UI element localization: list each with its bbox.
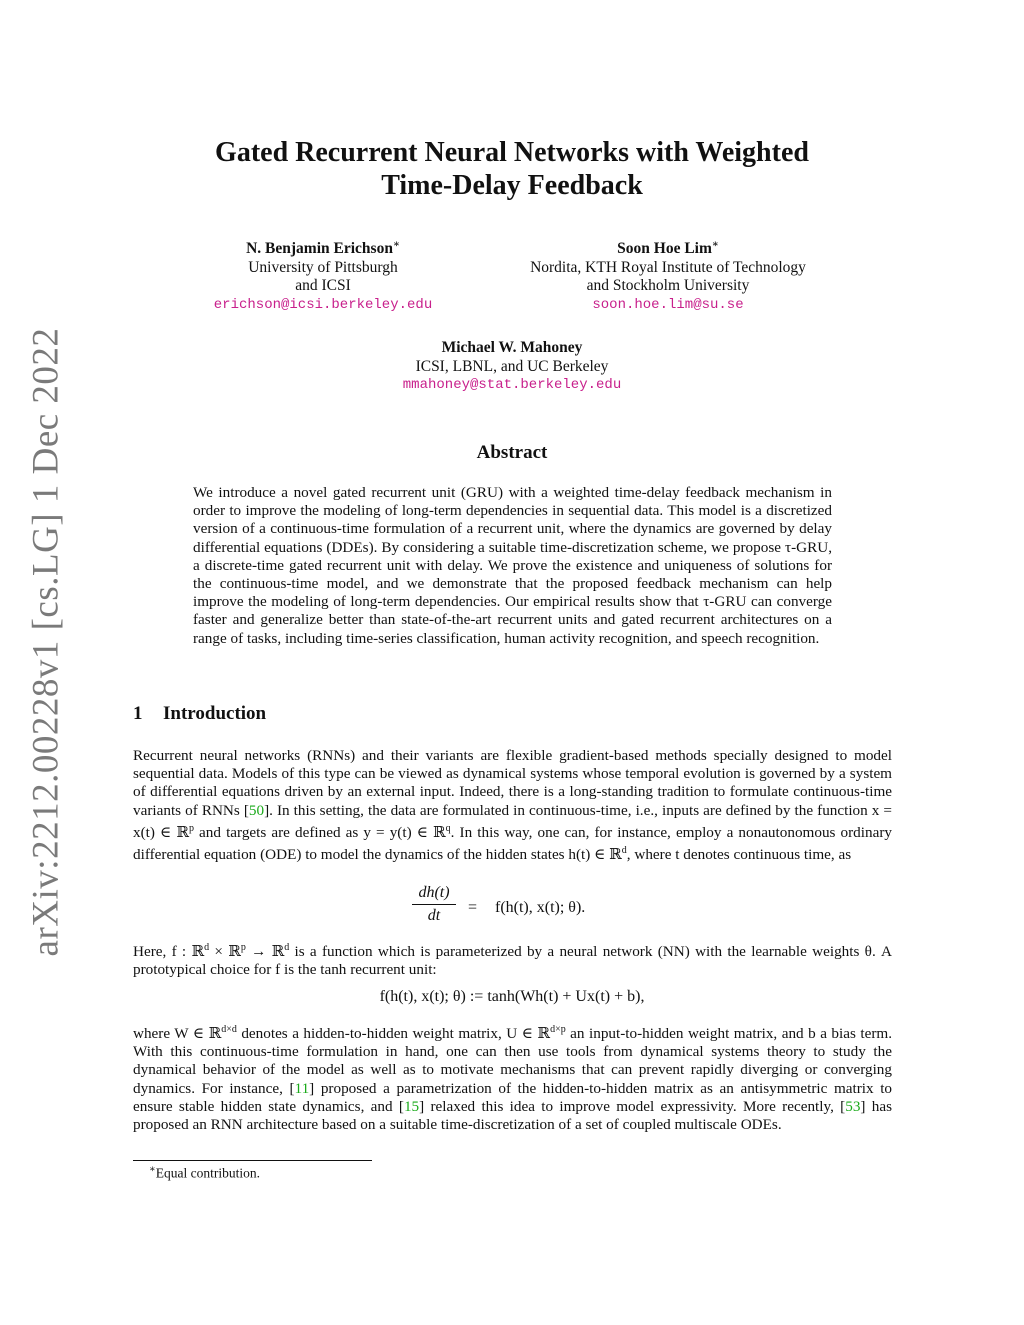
section-heading [133,703,266,725]
intro-paragraph-2: Here, f : ℝ$^d$ × ℝ$^p$ → ℝ$^d$ is a function which is parameterized by a neural network (NN) with the learnable weights θ. A prototypical choice for f is the tanh recurrent unit: [133,942,893,979]
fraction-denominator: dt [427,907,441,924]
paper-title [0,136,1024,202]
title-line-2: Time-Delay Feedback [381,170,643,201]
citation-link[interactable]: 50 [248,801,265,819]
author-affiliation: and Stockholm University [586,277,750,295]
fraction-numerator: dh(t) [412,884,456,905]
author-block-3 [362,339,662,395]
author-affiliation: and ICSI [295,277,351,295]
section-number: 1 [133,703,143,724]
author-email-link[interactable]: erichson@icsi.berkeley.edu [213,296,433,313]
equation-ode [0,884,1024,932]
author-name: N. Benjamin Erichson∗ [246,239,400,258]
citation-link[interactable]: 53 [845,1097,861,1115]
equals-sign: = [468,899,478,916]
title-line-1: Gated Recurrent Neural Networks with Weighted [215,137,809,168]
author-block-1 [200,236,446,314]
author-name: Michael W. Mahoney [441,339,583,356]
author-affiliation: ICSI, LBNL, and UC Berkeley [415,357,609,375]
citation-link[interactable]: 15 [403,1097,420,1115]
section-title: Introduction [163,703,267,724]
abstract-text: We introduce a novel gated recurrent unit (GRU) with a weighted time-delay feedback mechanism in order to improve the modeling of long-term dependencies in sequential data. This model is a discretized version of a continuous-time formulation of a recurrent unit, where the dynamics are governed by delay differential equations (DDEs). By considering a suitable time-discretization scheme, we propose τ-GRU, a discrete-time gated recurrent unit with delay. We prove the existence and uniqueness of solutions for the continuous-time model, and we demonstrate that the proposed feedback mechanism can help improve the modeling of long-term dependencies. Our empirical results show that τ-GRU can converge faster and generalize better than state-of-the-art recurrent units and gated recurrent architectures on a range of tasks, including time-series classification, human activity recognition, and speech recognition. [193,484,832,647]
equation-rhs: f(h(t), x(t); θ). [495,899,586,916]
author-affiliation: University of Pittsburgh [248,258,398,276]
author-email-link[interactable]: soon.hoe.lim@su.se [592,296,744,313]
equation-fraction [412,884,456,925]
intro-paragraph-3: where W ∈ ℝ$^{d\times d}$ denotes a hidden-to-hidden weight matrix, U ∈ ℝ$^{d\times p}$ an input-to-hidden weight matrix, and b a bias term. With this continuous-time formulation in hand, one can then use tools from dynamical systems theory to study the dynamical behavior of the model as well as to motivate mechanisms that can prevent rapidly diverging or converging dynamics. For instance, [11] proposed a parametrization of the hidden-to-hidden matrix as an antisymmetric matrix to ensure stable hidden state dynamics, and [15] relaxed this idea to improve model expressivity. More recently, [53] has proposed an RNN architecture based on a suitable time-discretization of a set of coupled multiscale ODEs. [133,1024,893,1134]
intro-paragraph-1: Recurrent neural networks (RNNs) and their variants are flexible gradient-based methods specially designed to model sequential data. Models of this type can be viewed as dynamical systems whose temporal evolution is governed by a system of differential equations driven by an external input. Indeed, there is a long-standing tradition to formulate continuous-time variants of RNNs [50]. In this setting, the data are formulated in continuous-time, i.e., inputs are defined by the function x = x(t) ∈ ℝ$^p$ and targets are defined as y = y(t) ∈ ℝ$^q$. In this way, one can, for instance, employ a nonautonomous ordinary differential equation (ODE) to model the dynamics of the hidden states h(t) ∈ ℝ$^d$, where t denotes continuous time, as [133,747,892,864]
abstract-heading: Abstract [476,442,548,463]
author-affiliation: Nordita, KTH Royal Institute of Technology [530,258,806,276]
author-email-link[interactable]: mmahoney@stat.berkeley.edu [402,377,622,393]
arxiv-identifier-stamp: arXiv:2212.00228v1 [cs.LG] 1 Dec 2022 [25,327,67,957]
author-block-2 [498,236,838,314]
author-name: Soon Hoe Lim∗ [617,239,719,258]
citation-link[interactable]: 11 [294,1079,310,1097]
footnote-divider [133,1160,372,1161]
equation-tanh-unit: f(h(t), x(t); θ) := tanh(Wh(t) + Ux(t) + b), [379,988,645,1005]
footnote: ∗Equal contribution. [149,1164,261,1181]
